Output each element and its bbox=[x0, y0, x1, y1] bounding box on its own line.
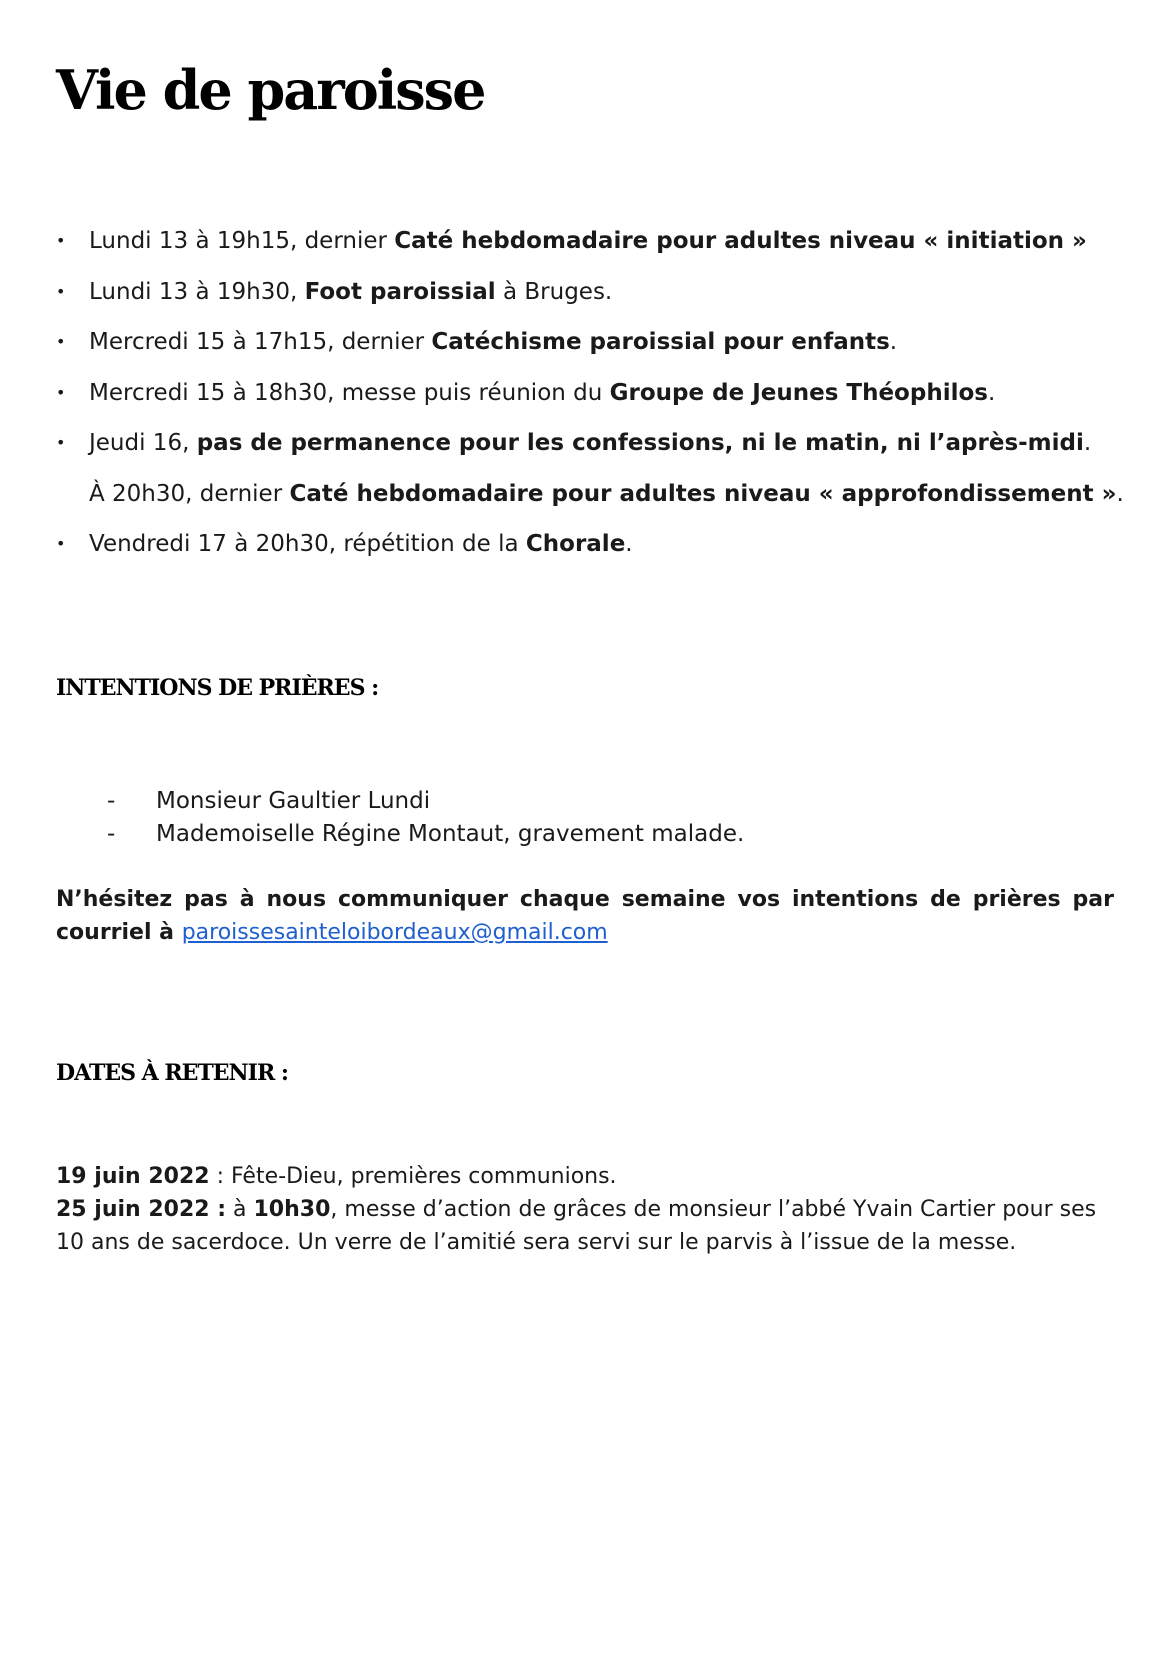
event-item bbox=[56, 277, 1116, 328]
intention-text: Monsieur Gaultier Lundi bbox=[156, 788, 431, 814]
intentions-note bbox=[56, 883, 1114, 949]
date-text: Fête-Dieu, premières communions. bbox=[230, 1164, 617, 1189]
date-text: , messe d’action de grâces de monsieur l’abbé Yvain Cartier pour ses 10 ans de sacerdoce. Un verre de l’amitié sera servi sur le parvis à l’issue de la messe. bbox=[56, 1197, 1097, 1255]
event-text: Vendredi 17 à 20h30, répétition de la bbox=[89, 531, 526, 557]
dash-icon: - bbox=[107, 788, 116, 814]
event-text-end: à Bruges. bbox=[495, 278, 613, 305]
intentions-list bbox=[56, 786, 744, 852]
event-text-end: . bbox=[625, 531, 633, 557]
event-text: Lundi 13 à 19h30, bbox=[89, 278, 305, 305]
date-label: 25 juin 2022 : bbox=[56, 1197, 227, 1222]
event-item bbox=[56, 378, 1116, 429]
event-item bbox=[56, 428, 1116, 479]
event-text: Mercredi 15 à 18h30, messe puis réunion du bbox=[89, 379, 610, 406]
event-highlight: Catéchisme paroissial pour enfants bbox=[431, 329, 890, 355]
events-list bbox=[56, 226, 1124, 580]
intentions-heading: INTENTIONS DE PRIÈRES : bbox=[56, 675, 379, 701]
date-time: 10h30 bbox=[253, 1197, 331, 1222]
event-item bbox=[56, 327, 1116, 378]
page-title: Vie de paroisse bbox=[56, 58, 485, 122]
date-separator: : bbox=[209, 1164, 231, 1189]
event-item bbox=[56, 226, 1116, 277]
event-highlight: Caté hebdomadaire pour adultes niveau « approfondissement » bbox=[289, 480, 1117, 507]
bullet-icon: • bbox=[56, 281, 66, 301]
event-text: Jeudi 16, bbox=[89, 430, 197, 456]
event-highlight: Foot paroissial bbox=[304, 278, 496, 305]
event-item bbox=[56, 529, 1116, 580]
event-text: À 20h30, dernier bbox=[89, 480, 290, 507]
intention-item bbox=[56, 819, 744, 852]
intention-item bbox=[56, 786, 744, 819]
event-highlight: Caté hebdomadaire pour adultes niveau « initiation » bbox=[394, 228, 1087, 254]
event-text: Mercredi 15 à 17h15, dernier bbox=[89, 329, 432, 355]
event-highlight: pas de permanence pour les confessions, ni le matin, ni l’après-midi bbox=[196, 430, 1084, 456]
bullet-icon: • bbox=[56, 433, 66, 452]
bullet-icon: • bbox=[56, 534, 66, 553]
event-text: Lundi 13 à 19h15, dernier bbox=[89, 228, 395, 254]
bullet-icon: • bbox=[56, 231, 66, 250]
dash-icon: - bbox=[107, 821, 116, 847]
event-text-end: . bbox=[987, 379, 996, 406]
bullet-icon: • bbox=[56, 332, 66, 351]
intention-text: Mademoiselle Régine Montaut, gravement malade. bbox=[156, 821, 745, 847]
event-highlight: Groupe de Jeunes Théophilos bbox=[609, 379, 988, 406]
bullet-icon: • bbox=[56, 382, 66, 402]
event-text-end: . bbox=[1116, 480, 1124, 507]
event-highlight: Chorale bbox=[525, 531, 626, 557]
dates-heading: DATES À RETENIR : bbox=[56, 1060, 289, 1086]
date-separator: à bbox=[226, 1197, 254, 1222]
event-text-end: . bbox=[889, 329, 898, 355]
dates-list bbox=[56, 1160, 1116, 1259]
event-item-continued bbox=[56, 479, 1124, 530]
date-label: 19 juin 2022 bbox=[56, 1164, 210, 1189]
email-link[interactable]: paroissesainteloibordeaux@gmail.com bbox=[181, 920, 608, 945]
event-text-end: . bbox=[1083, 430, 1092, 456]
note-text: N’hésitez pas à nous communiquer chaque semaine vos intentions de prières par courriel à bbox=[56, 887, 1114, 945]
